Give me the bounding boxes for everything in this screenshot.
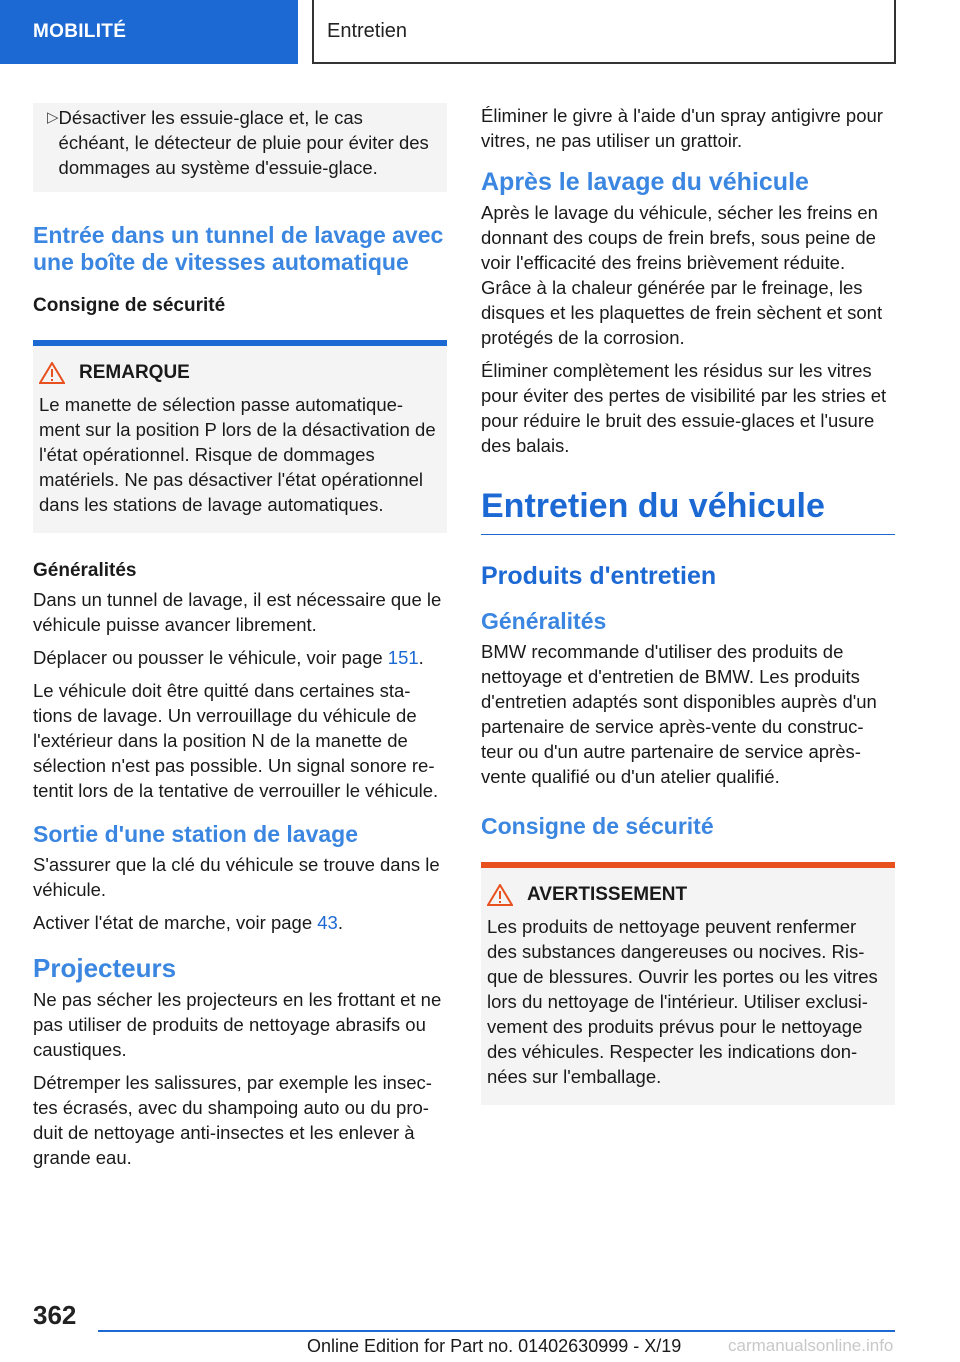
- paragraph: Déplacer ou pousser le véhicule, voir page 151.: [33, 647, 424, 668]
- heading-projecteurs: Projecteurs: [33, 953, 177, 983]
- bullet-box: [33, 103, 447, 192]
- notice-text: Les produits de nettoyage peuvent renfermer des substances dangereuses ou nocives. Ris-que de blessures. Ouvrir les portes ou les vitres lors du nettoyage de l'intérieur. Utiliser exclusi-vement des produits prévus pour le nettoyage des véhicules. Respecter les indications don-nées sur l'emballage.: [487, 916, 878, 1087]
- watermark: carmanualsonline.info: [728, 1336, 894, 1355]
- paragraph: Activer l'état de marche, voir page 43.: [33, 912, 343, 933]
- notice-avertissement: [481, 862, 895, 1105]
- warning-triangle-icon: [39, 362, 65, 384]
- heading-apres: Après le lavage du véhicule: [481, 168, 809, 196]
- page-link-151[interactable]: 151: [387, 647, 419, 668]
- chapter-heading: Entretien du véhicule: [481, 486, 895, 535]
- heading-consigne: Consigne de sécurité: [33, 295, 226, 316]
- left-column: [33, 103, 447, 1178]
- section-tab[interactable]: [0, 0, 298, 64]
- notice-title: REMARQUE: [79, 362, 190, 383]
- heading-consigne-right: Consigne de sécurité: [481, 813, 714, 839]
- paragraph: Éliminer complètement les résidus sur les vitres pour éviter des pertes de visibilité par les stries et pour réduire le bruit des essuie-glaces et l'usure des balais.: [481, 360, 887, 456]
- notice-text: Le manette de sélection passe automatique-ment sur la position P lors de la désactivation de l'état opérationnel. Risque de dommages matériels. Ne pas désactiver l'état opérationnel dans les stations de lavage automatiques.: [39, 394, 436, 515]
- page-link-43[interactable]: 43: [317, 912, 338, 933]
- paragraph: Le véhicule doit être quitté dans certaines sta-tions de lavage. Un verrouillage du véhicule de l'extérieur dans la position N de la manette de sélection n'est pas possible. Un signal sonore re-tentit lors de la tentative de verrouiller le véhicule.: [33, 680, 439, 801]
- heading-generalites: Généralités: [33, 560, 137, 581]
- paragraph: Éliminer le givre à l'aide d'un spray antigivre pour vitres, ne pas utiliser un grattoir.: [481, 105, 883, 151]
- paragraph: Détremper les salissures, par exemple les insec-tes écrasés, avec du shampoing auto ou du pro-duit de nettoyage anti-insectes et les enlever à grande eau.: [33, 1072, 432, 1168]
- notice-title: AVERTISSEMENT: [527, 884, 688, 905]
- heading-produits: Produits d'entretien: [481, 562, 717, 590]
- notice-remarque: [33, 340, 447, 533]
- heading-sortie: Sortie d'une station de lavage: [33, 821, 358, 847]
- heading-tunnel: Entrée dans un tunnel de lavage avec une boîte de vitesses automatique: [33, 222, 444, 275]
- paragraph: BMW recommande d'utiliser des produits de nettoyage et d'entretien de BMW. Les produits d'entretien adaptés sont disponibles auprès d'un partenaire de service après-vente du construc-teur ou d'un autre partenaire de service après-vente qualifié ou d'un atelier qualifié.: [481, 641, 877, 787]
- paragraph: Après le lavage du véhicule, sécher les freins en donnant des coups de frein brefs, sous peine de voir l'efficacité des freins brièvement réduite. Grâce à la chaleur générée par le freinage, les disques et les plaquettes de frein sèchent et sont protégés de la corrosion.: [481, 202, 883, 348]
- chapter-title: Entretien: [327, 19, 408, 42]
- bullet-text: Désactiver les essuie-glace et, le cas échéant, le détecteur de pluie pour éviter des dommages au système d'essuie-glace.: [58, 107, 429, 178]
- paragraph: S'assurer que la clé du véhicule se trouve dans le véhicule.: [33, 854, 440, 900]
- right-column: [481, 103, 895, 1125]
- page-number: 362: [33, 1300, 77, 1330]
- paragraph: Ne pas sécher les projecteurs en les frottant et ne pas utiliser de produits de nettoyage abrasifs ou caustiques.: [33, 989, 442, 1060]
- paragraph: Dans un tunnel de lavage, il est nécessaire que le véhicule puisse avancer librement.: [33, 589, 442, 635]
- footer-divider: [98, 1330, 895, 1332]
- chapter-header: [312, 0, 896, 64]
- warning-triangle-icon: [487, 884, 513, 906]
- triangle-bullet-icon: ▷: [47, 109, 59, 126]
- edition-text: Online Edition for Part no. 01402630999 - X/19: [307, 1336, 682, 1356]
- section-label: MOBILITÉ: [33, 21, 127, 42]
- heading-generalites-right: Généralités: [481, 608, 607, 634]
